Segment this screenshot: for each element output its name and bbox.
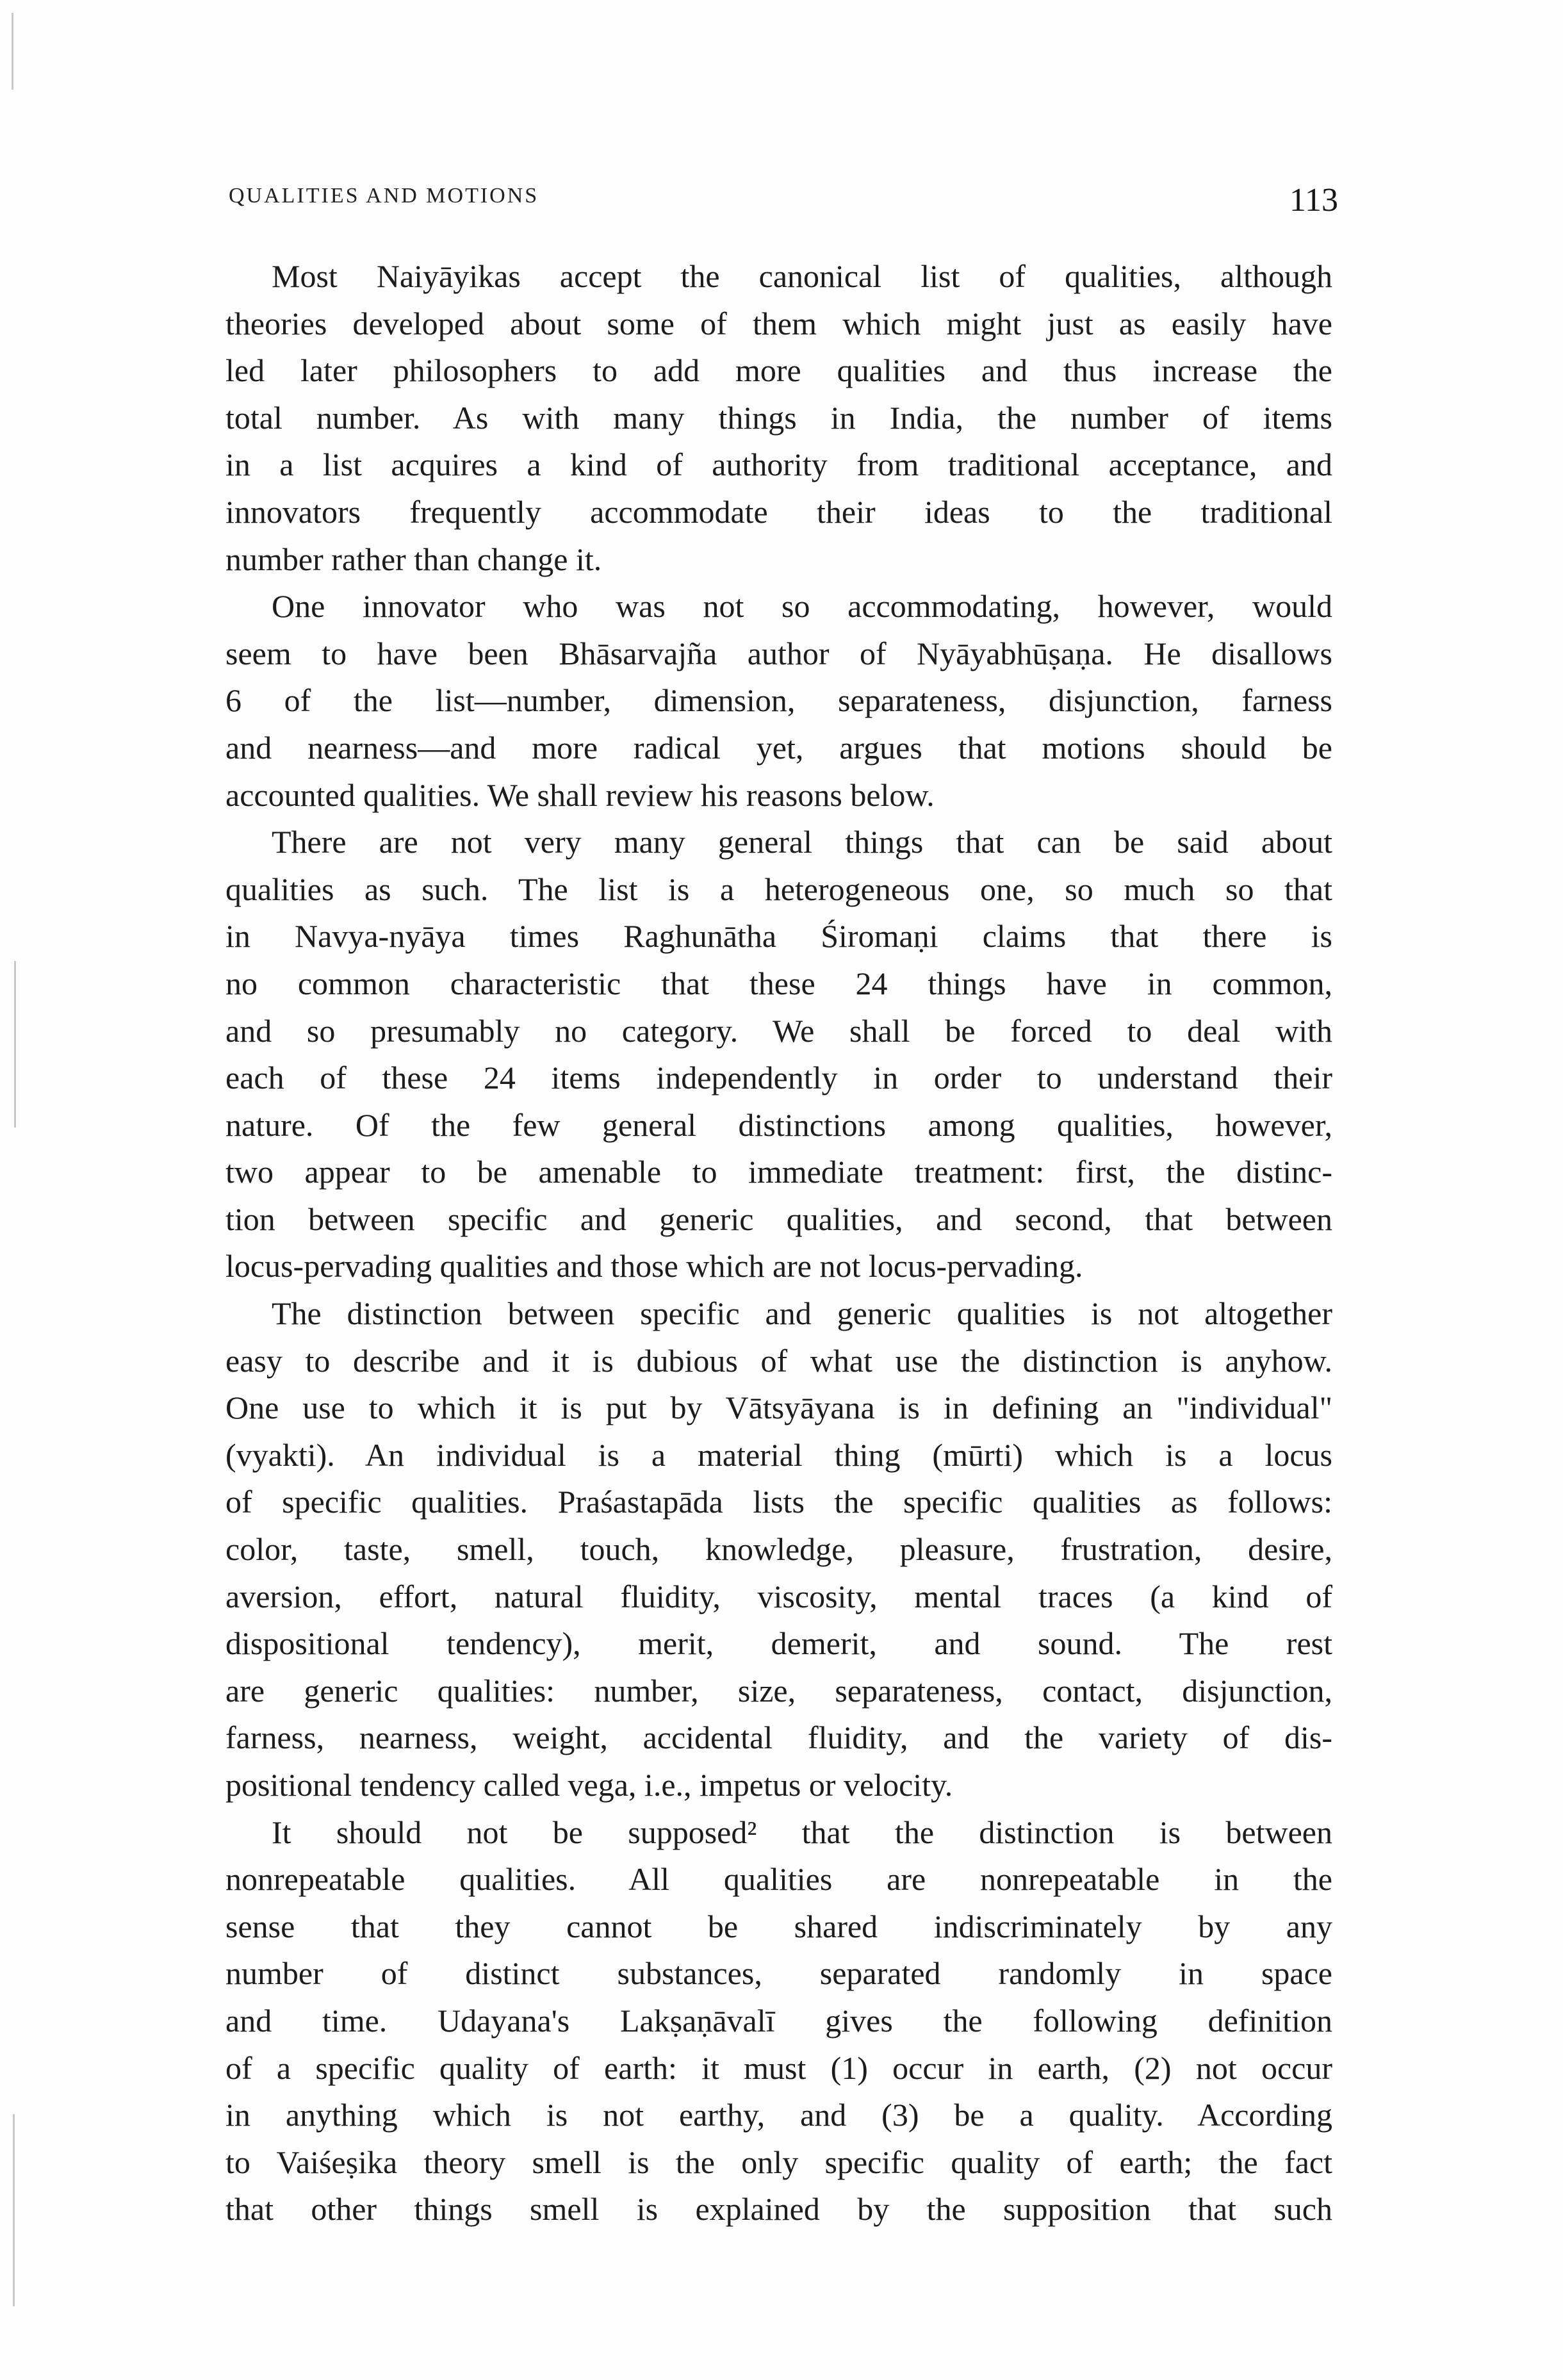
paragraph (225, 819, 1332, 1290)
text-line: easy to describe and it is dubious of what use the distinction is anyhow. (225, 1342, 1332, 1379)
text-line: of a specific quality of earth: it must (1) occur in earth, (2) not occur (225, 2049, 1332, 2086)
text-line: no common characteristic that these 24 things have in common, (225, 965, 1332, 1001)
text-line: (vyakti). An individual is a material thing (mūrti) which is a locus (225, 1436, 1332, 1473)
text-line: sense that they cannot be shared indiscriminately by any (225, 1908, 1332, 1944)
text-line: and time. Udayana's Lakṣaṇāvalī gives the following definition (225, 2002, 1332, 2039)
text-line: that other things smell is explained by the supposition that such (225, 2191, 1332, 2228)
scan-edge-mark (12, 13, 13, 90)
text-line: accounted qualities. We shall review his reasons below. (225, 776, 935, 813)
text-line: two appear to be amenable to immediate treatment: first, the distinc- (225, 1154, 1332, 1190)
paragraph (225, 583, 1332, 819)
body-text (225, 253, 1332, 2233)
text-line: The distinction between specific and generic qualities is not altogether (272, 1295, 1332, 1332)
text-line: tion between specific and generic qualities, and second, that between (225, 1201, 1332, 1237)
text-line: of specific qualities. Praśastapāda lists the specific qualities as follows: (225, 1484, 1332, 1520)
text-line: qualities as such. The list is a heterogeneous one, so much so that (225, 871, 1332, 907)
text-line: each of these 24 items independently in order to understand their (225, 1060, 1332, 1096)
text-line: seem to have been Bhāsarvajña author of Nyāyabhūṣaṇa. He disallows (225, 635, 1332, 671)
text-line: led later philosophers to add more qualities and thus increase the (225, 352, 1332, 389)
text-line: Most Naiyāyikas accept the canonical list of qualities, although (272, 258, 1332, 294)
text-line: and nearness—and more radical yet, argues that motions should be (225, 729, 1332, 766)
text-line: number of distinct substances, separated randomly in space (225, 1955, 1332, 1992)
running-title: QUALITIES AND MOTIONS (229, 184, 539, 208)
text-line: positional tendency called vega, i.e., impetus or velocity. (225, 1767, 953, 1803)
text-line: nonrepeatable qualities. All qualities are nonrepeatable in the (225, 1861, 1332, 1898)
text-line: and so presumably no category. We shall be forced to deal with (225, 1012, 1332, 1049)
text-line: locus-pervading qualities and those which are not locus-pervading. (225, 1248, 1083, 1284)
text-line: total number. As with many things in India, the number of items (225, 399, 1332, 436)
text-line: are generic qualities: number, size, separateness, contact, disjunction, (225, 1672, 1332, 1709)
text-line: innovators frequently accommodate their ideas to the traditional (225, 493, 1332, 530)
text-line: in Navya-nyāya times Raghunātha Śiromaṇi claims that there is (225, 918, 1332, 955)
paragraph (225, 253, 1332, 583)
text-line: color, taste, smell, touch, knowledge, pleasure, frustration, desire, (225, 1531, 1332, 1568)
scan-edge-mark (14, 961, 16, 1128)
text-line: to Vaiśeṣika theory smell is the only specific quality of earth; the fact (225, 2144, 1332, 2180)
text-line: aversion, effort, natural fluidity, viscosity, mental traces (a kind of (225, 1578, 1332, 1614)
text-line: number rather than change it. (225, 541, 602, 577)
scan-edge-mark (13, 2114, 15, 2306)
text-line: in a list acquires a kind of authority from traditional acceptance, and (225, 447, 1332, 483)
text-line: One innovator who was not so accommodating, however, would (272, 588, 1332, 625)
text-line: farness, nearness, weight, accidental fluidity, and the variety of dis- (225, 1719, 1332, 1756)
text-line: nature. Of the few general distinctions among qualities, however, (225, 1106, 1332, 1143)
text-line: 6 of the list—number, dimension, separateness, disjunction, farness (225, 682, 1332, 719)
text-line: One use to which it is put by Vātsyāyana is in defining an "individual" (225, 1390, 1332, 1426)
text-line: dispositional tendency), merit, demerit, and sound. The rest (225, 1625, 1332, 1662)
paragraph (225, 1809, 1332, 2233)
text-line: There are not very many general things that can be said about (272, 824, 1332, 860)
text-line: in anything which is not earthy, and (3) be a quality. According (225, 2097, 1332, 2133)
paragraph (225, 1290, 1332, 1809)
text-line: theories developed about some of them which might just as easily have (225, 305, 1332, 341)
page-header (229, 181, 1338, 220)
page-number: 113 (1289, 182, 1338, 218)
text-line: It should not be supposed² that the distinction is between (272, 1814, 1332, 1850)
